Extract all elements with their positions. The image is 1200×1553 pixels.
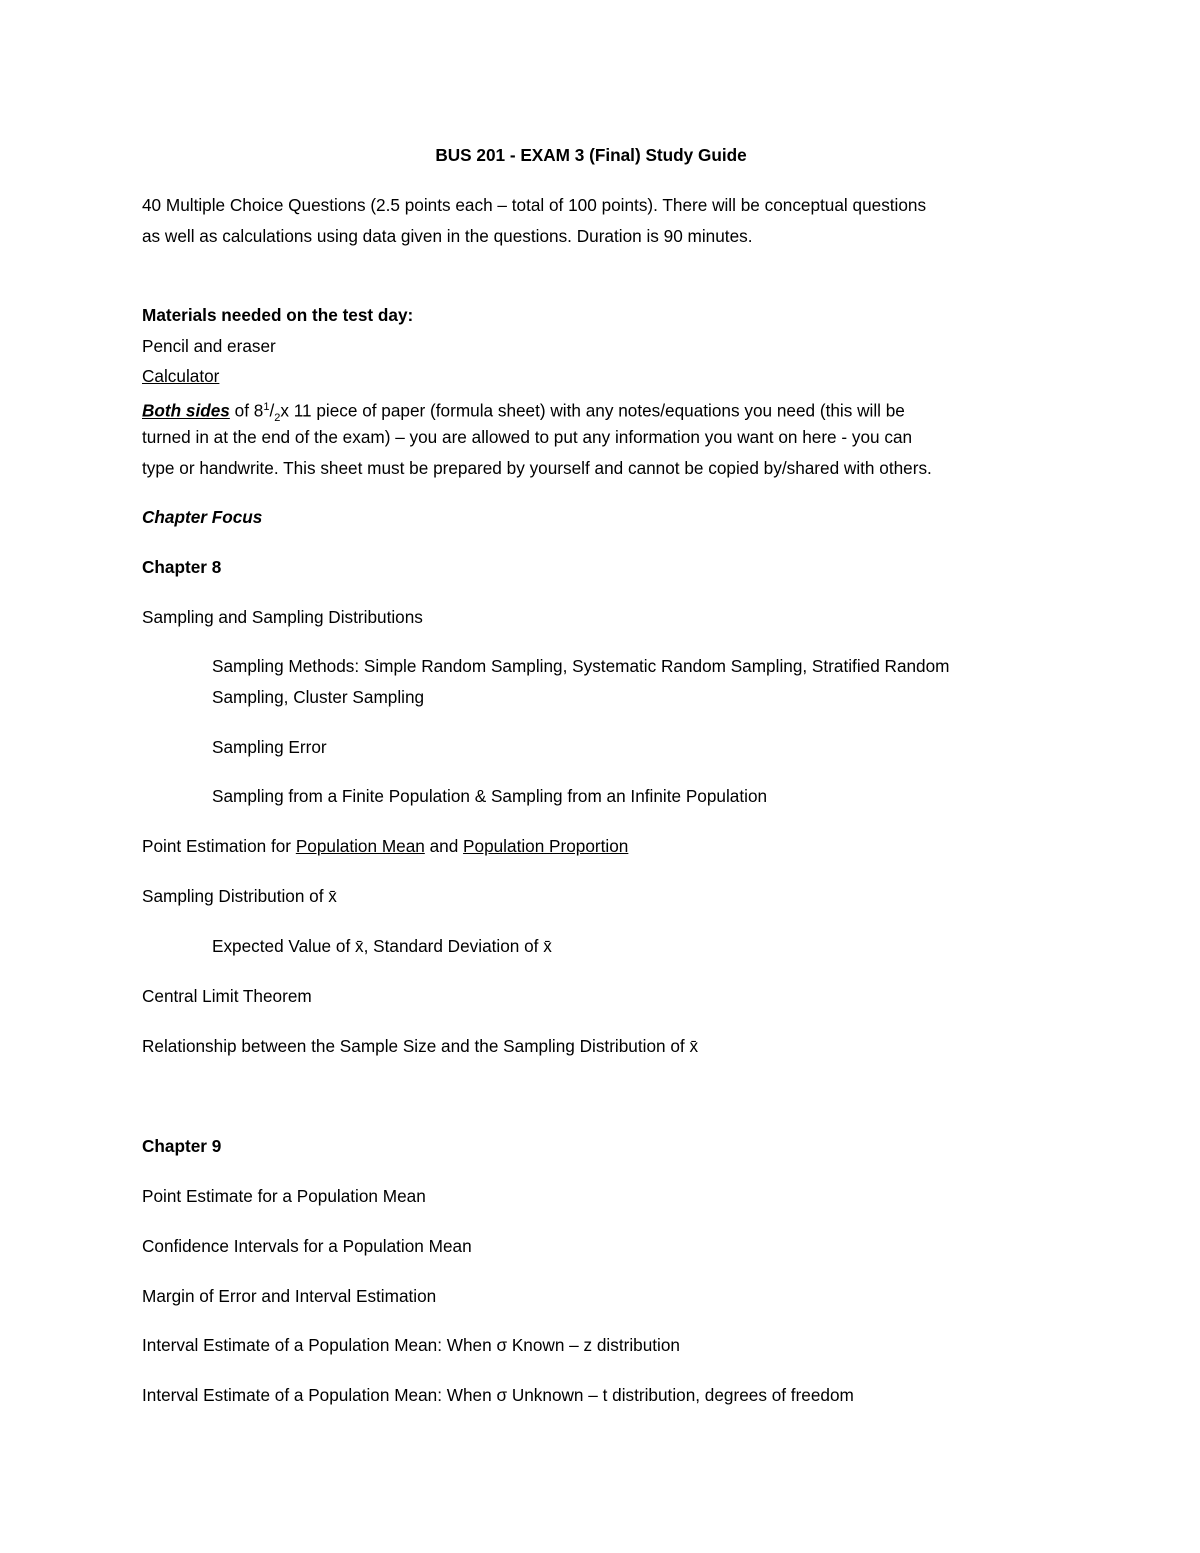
topic: Confidence Intervals for a Population Mean bbox=[142, 1236, 472, 1256]
topic bbox=[142, 836, 628, 856]
topic: Relationship between the Sample Size and the Sampling Distribution of x̄ bbox=[142, 1036, 699, 1056]
intro-line: as well as calculations using data given in the questions. Duration is 90 minutes. bbox=[142, 226, 753, 246]
topic: Central Limit Theorem bbox=[142, 986, 312, 1006]
intro-line: 40 Multiple Choice Questions (2.5 points each – total of 100 points). There will be conceptual questions bbox=[142, 195, 927, 215]
text: of 8 bbox=[229, 400, 264, 421]
subtopic: Sampling, Cluster Sampling bbox=[212, 687, 425, 707]
materials-heading: Materials needed on the test day: bbox=[142, 305, 414, 325]
topic: Interval Estimate of a Population Mean: When σ Known – z distribution bbox=[142, 1335, 680, 1355]
chapter-focus-heading: Chapter Focus bbox=[142, 507, 263, 527]
materials-item: Pencil and eraser bbox=[142, 336, 276, 356]
subtopic: Expected Value of x̄, Standard Deviation of x̄ bbox=[212, 936, 552, 956]
topic: Sampling and Sampling Distributions bbox=[142, 607, 423, 627]
text: 1 bbox=[263, 401, 270, 413]
subtopic: Sampling Error bbox=[212, 737, 327, 757]
subtopic: Sampling from a Finite Population & Sampling from an Infinite Population bbox=[212, 786, 768, 806]
chapter-8-heading: Chapter 8 bbox=[142, 557, 222, 577]
population-mean-text: Population Mean bbox=[295, 836, 425, 856]
materials-item: Calculator bbox=[142, 366, 220, 386]
document-title: BUS 201 - EXAM 3 (Final) Study Guide bbox=[435, 145, 747, 165]
text: Point Estimation for bbox=[142, 836, 296, 856]
materials-item bbox=[142, 397, 905, 428]
materials-item: turned in at the end of the exam) – you are allowed to put any information you want on here - you can bbox=[142, 427, 913, 447]
topic: Point Estimate for a Population Mean bbox=[142, 1186, 426, 1206]
topic: Interval Estimate of a Population Mean: When σ Unknown – t distribution, degrees of freedom bbox=[142, 1385, 854, 1405]
text: / bbox=[269, 400, 275, 421]
text: 2 bbox=[274, 412, 281, 425]
text: and bbox=[424, 836, 464, 856]
topic: Margin of Error and Interval Estimation bbox=[142, 1286, 437, 1306]
both-sides-emphasis: Both sides bbox=[142, 400, 230, 421]
chapter-9-heading: Chapter 9 bbox=[142, 1136, 222, 1156]
topic: Sampling Distribution of x̄ bbox=[142, 886, 337, 906]
population-proportion-text: Population Proportion bbox=[463, 836, 629, 856]
materials-item: type or handwrite. This sheet must be prepared by yourself and cannot be copied by/shared with others. bbox=[142, 458, 932, 478]
subtopic: Sampling Methods: Simple Random Sampling, Systematic Random Sampling, Stratified Random bbox=[212, 656, 950, 676]
text: x 11 piece of paper (formula sheet) with any notes/equations you need (this will be bbox=[280, 400, 905, 421]
